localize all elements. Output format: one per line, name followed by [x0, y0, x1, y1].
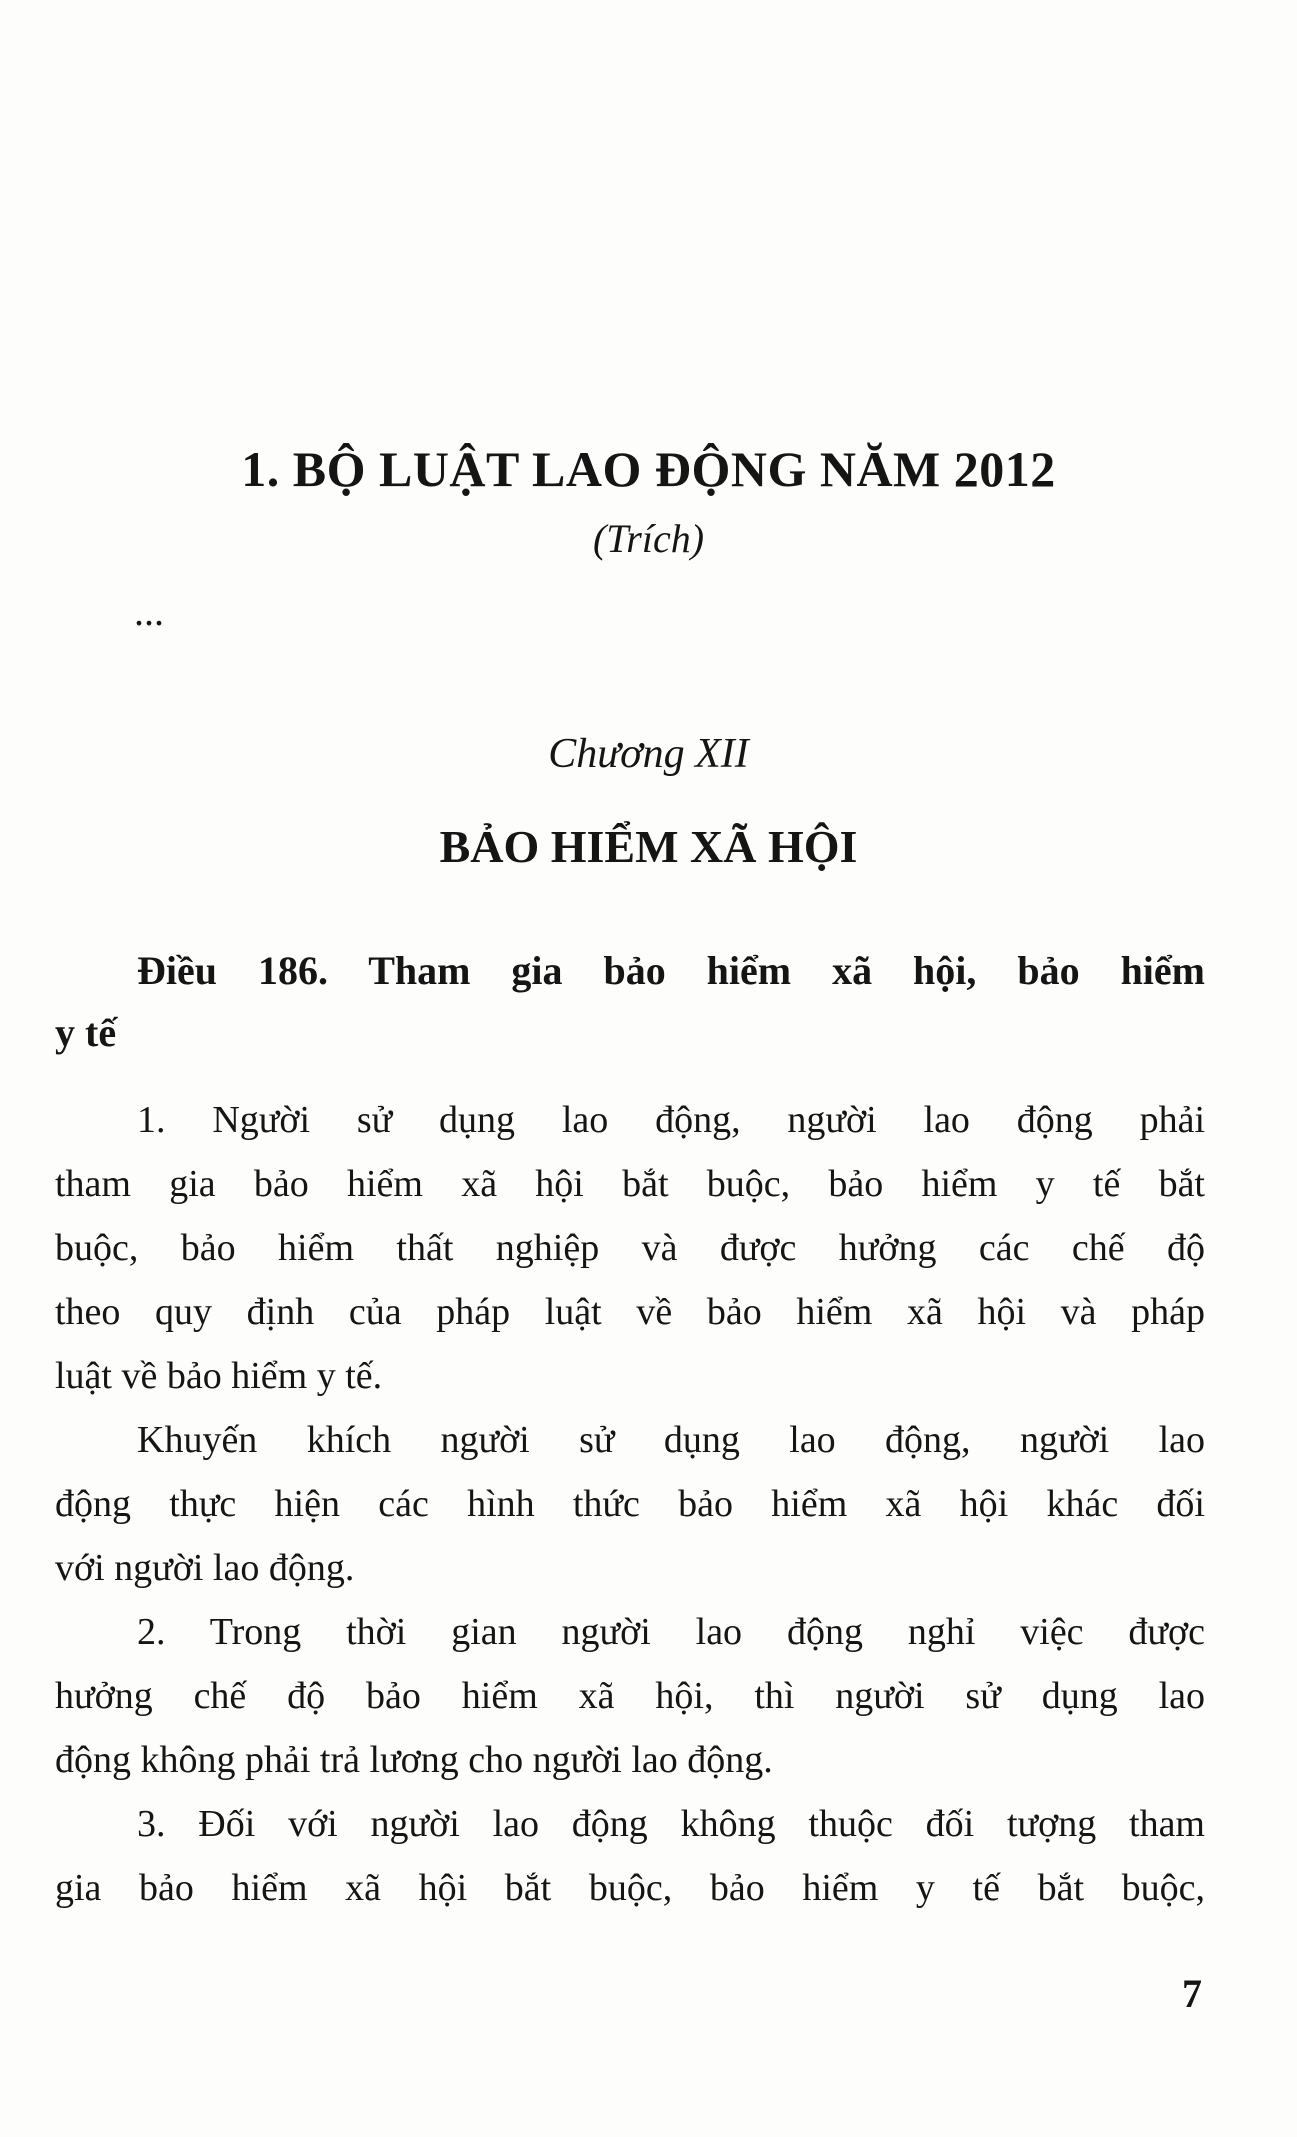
paragraph [55, 1088, 1205, 1408]
text-line: buộc, bảo hiểm thất nghiệp và được hưởng các chế độ [55, 1227, 1205, 1269]
text-line: động thực hiện các hình thức bảo hiểm xã hội khác đối [55, 1483, 1205, 1525]
text-line: Khuyến khích người sử dụng lao động, người lao [137, 1419, 1205, 1461]
text-line: động không phải trả lương cho người lao động. [55, 1739, 773, 1781]
text-line: hưởng chế độ bảo hiểm xã hội, thì người sử dụng lao [55, 1675, 1205, 1717]
paragraph [55, 1792, 1205, 1920]
text-line: 2. Trong thời gian người lao động nghỉ việc được [137, 1611, 1205, 1653]
chapter-heading: Chương XII [548, 731, 749, 777]
text-line: với người lao động. [55, 1547, 355, 1589]
ellipsis: ... [134, 589, 164, 634]
text-line: theo quy định của pháp luật về bảo hiểm xã hội và pháp [55, 1291, 1205, 1333]
text-line: tham gia bảo hiểm xã hội bắt buộc, bảo hiểm y tế bắt [55, 1163, 1205, 1205]
paragraph [55, 1408, 1205, 1600]
text-line: 1. Người sử dụng lao động, người lao động phải [137, 1099, 1205, 1141]
paragraph [55, 1600, 1205, 1792]
article-body [55, 1088, 1205, 1920]
article-line: y tế [55, 1010, 117, 1055]
page-number: 7 [1182, 1971, 1202, 2016]
text-line: gia bảo hiểm xã hội bắt buộc, bảo hiểm y tế bắt buộc, [55, 1867, 1205, 1909]
text-line: 3. Đối với người lao động không thuộc đối tượng tham [137, 1803, 1205, 1845]
article-heading [55, 940, 1205, 1064]
section-heading: BẢO HIỂM XÃ HỘI [439, 821, 858, 872]
text-line: luật về bảo hiểm y tế. [55, 1355, 383, 1397]
document-title: 1. BỘ LUẬT LAO ĐỘNG NĂM 2012 [241, 441, 1056, 497]
article-line: Điều 186. Tham gia bảo hiểm xã hội, bảo hiểm [137, 948, 1205, 993]
document-subtitle: (Trích) [592, 516, 705, 561]
